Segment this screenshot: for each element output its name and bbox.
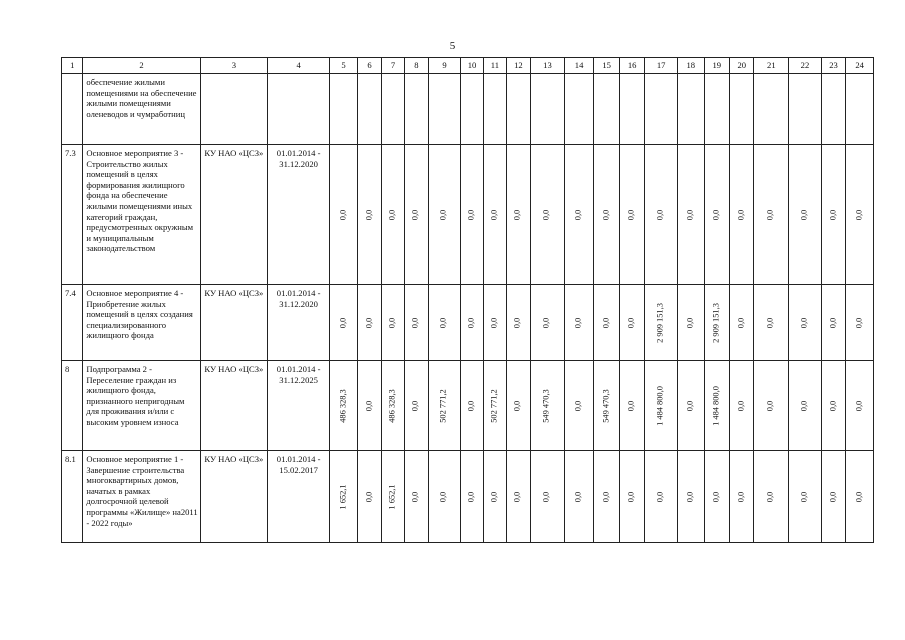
value-cell — [789, 451, 822, 543]
value-text: 0,0 — [513, 209, 523, 220]
value-text: 0,0 — [466, 400, 476, 411]
value-cell — [619, 285, 645, 361]
row-number: 7.3 — [62, 145, 83, 285]
value-cell — [678, 451, 705, 543]
value-cell — [357, 285, 381, 361]
value-cell — [564, 361, 594, 451]
value-text: 0,0 — [387, 209, 397, 220]
activity-name: Основное мероприятие 3 - Строительство жилых помещений в целях формирования жилищного фонда на обеспечение жилыми помещениями иных категорий граждан, предусмотренных окружным и муниципальным законодательством — [83, 145, 200, 285]
row-number — [62, 74, 83, 145]
column-header: 16 — [619, 58, 645, 74]
value-cell — [704, 285, 730, 361]
executor: КУ НАО «ЦСЗ» — [200, 145, 267, 285]
value-cell — [645, 285, 678, 361]
header-row — [62, 58, 874, 74]
value-cell — [484, 145, 506, 285]
value-text: 0,0 — [828, 491, 838, 502]
value-text: 1 652,1 — [387, 483, 397, 510]
value-cell — [704, 74, 730, 145]
value-cell — [506, 285, 530, 361]
period: 01.01.2014 - 31.12.2020 — [268, 145, 330, 285]
value-text: 0,0 — [513, 400, 523, 411]
value-text: 0,0 — [626, 317, 636, 328]
value-text: 0,0 — [854, 400, 864, 411]
activity-name: обеспечение жилыми помещениями на обеспечение жилыми помещениями оленеводов и чумработниц — [83, 74, 200, 145]
value-cell — [821, 361, 845, 451]
value-text: 0,0 — [799, 317, 809, 328]
value-cell — [506, 361, 530, 451]
value-cell — [821, 145, 845, 285]
value-text: 0,0 — [766, 317, 776, 328]
value-cell — [619, 145, 645, 285]
value-cell — [821, 74, 845, 145]
value-cell — [619, 74, 645, 145]
table-row — [62, 285, 874, 361]
value-cell — [645, 361, 678, 451]
value-text: 0,0 — [601, 209, 611, 220]
value-text: 0,0 — [573, 209, 583, 220]
value-cell — [789, 285, 822, 361]
value-text: 0,0 — [854, 491, 864, 502]
value-cell — [730, 74, 754, 145]
column-header: 22 — [789, 58, 822, 74]
value-cell — [460, 361, 483, 451]
value-cell — [754, 145, 789, 285]
table-row — [62, 74, 874, 145]
value-cell — [619, 451, 645, 543]
value-text: 0,0 — [573, 317, 583, 328]
value-cell — [594, 74, 620, 145]
value-text: 0,0 — [387, 317, 397, 328]
value-text: 0,0 — [364, 400, 374, 411]
value-cell — [330, 74, 358, 145]
value-text: 549 470,3 — [601, 388, 611, 423]
column-header: 5 — [330, 58, 358, 74]
value-cell — [382, 285, 404, 361]
value-text: 0,0 — [466, 491, 476, 502]
value-cell — [678, 285, 705, 361]
value-cell — [564, 145, 594, 285]
value-cell — [564, 285, 594, 361]
value-cell — [594, 285, 620, 361]
column-header: 21 — [754, 58, 789, 74]
value-text: 1 484 800,0 — [655, 385, 665, 426]
value-cell — [846, 145, 874, 285]
value-cell — [404, 361, 428, 451]
value-cell — [531, 451, 565, 543]
value-cell — [730, 361, 754, 451]
value-text: 0,0 — [439, 317, 449, 328]
value-text: 0,0 — [439, 209, 449, 220]
value-cell — [429, 285, 461, 361]
value-text: 0,0 — [542, 491, 552, 502]
value-cell — [730, 285, 754, 361]
value-cell — [594, 451, 620, 543]
value-cell — [821, 285, 845, 361]
column-header: 24 — [846, 58, 874, 74]
value-cell — [404, 145, 428, 285]
value-text: 0,0 — [766, 209, 776, 220]
value-text: 0,0 — [685, 400, 695, 411]
executor — [200, 74, 267, 145]
column-header: 2 — [83, 58, 200, 74]
value-text: 0,0 — [411, 400, 421, 411]
value-cell — [404, 74, 428, 145]
column-header: 15 — [594, 58, 620, 74]
value-cell — [678, 74, 705, 145]
value-cell — [382, 145, 404, 285]
value-cell — [846, 451, 874, 543]
value-text: 0,0 — [513, 317, 523, 328]
value-cell — [789, 145, 822, 285]
value-cell — [357, 145, 381, 285]
value-text: 502 771,2 — [439, 388, 449, 423]
column-header: 20 — [730, 58, 754, 74]
value-text: 0,0 — [828, 400, 838, 411]
value-cell — [704, 361, 730, 451]
value-text: 0,0 — [736, 317, 746, 328]
value-cell — [754, 361, 789, 451]
value-text: 0,0 — [711, 491, 721, 502]
value-cell — [429, 74, 461, 145]
executor: КУ НАО «ЦСЗ» — [200, 285, 267, 361]
column-header: 19 — [704, 58, 730, 74]
value-cell — [564, 74, 594, 145]
value-text: 0,0 — [854, 209, 864, 220]
value-text: 0,0 — [439, 491, 449, 502]
value-text: 0,0 — [685, 209, 695, 220]
value-text: 0,0 — [799, 400, 809, 411]
value-cell — [429, 145, 461, 285]
value-text: 549 470,3 — [542, 388, 552, 423]
value-text: 0,0 — [736, 491, 746, 502]
column-header: 6 — [357, 58, 381, 74]
value-cell — [330, 361, 358, 451]
value-cell — [789, 361, 822, 451]
row-number: 7.4 — [62, 285, 83, 361]
value-cell — [506, 74, 530, 145]
executor: КУ НАО «ЦСЗ» — [200, 361, 267, 451]
value-cell — [429, 451, 461, 543]
value-text: 0,0 — [364, 317, 374, 328]
value-text: 0,0 — [655, 491, 665, 502]
value-cell — [484, 285, 506, 361]
value-cell — [645, 145, 678, 285]
value-cell — [678, 361, 705, 451]
executor: КУ НАО «ЦСЗ» — [200, 451, 267, 543]
value-cell — [704, 145, 730, 285]
value-text: 0,0 — [736, 209, 746, 220]
value-text: 2 909 151,3 — [655, 302, 665, 343]
row-number: 8.1 — [62, 451, 83, 543]
period — [268, 74, 330, 145]
value-text: 0,0 — [766, 491, 776, 502]
value-cell — [754, 451, 789, 543]
value-text: 0,0 — [573, 400, 583, 411]
period: 01.01.2014 - 31.12.2020 — [268, 285, 330, 361]
value-text: 0,0 — [626, 209, 636, 220]
column-header: 4 — [268, 58, 330, 74]
page-number: 5 — [449, 40, 456, 52]
column-header: 3 — [200, 58, 267, 74]
value-text: 0,0 — [799, 209, 809, 220]
value-cell — [382, 451, 404, 543]
value-cell — [846, 74, 874, 145]
value-cell — [330, 285, 358, 361]
value-cell — [619, 361, 645, 451]
value-text: 0,0 — [685, 317, 695, 328]
column-header: 12 — [506, 58, 530, 74]
value-text: 0,0 — [573, 491, 583, 502]
value-text: 0,0 — [364, 491, 374, 502]
value-cell — [484, 451, 506, 543]
value-cell — [645, 451, 678, 543]
value-cell — [789, 74, 822, 145]
value-text: 0,0 — [626, 400, 636, 411]
value-cell — [357, 74, 381, 145]
table-row — [62, 145, 874, 285]
value-cell — [404, 451, 428, 543]
value-cell — [730, 451, 754, 543]
value-text: 0,0 — [799, 491, 809, 502]
value-text: 0,0 — [655, 209, 665, 220]
value-text: 0,0 — [411, 317, 421, 328]
value-cell — [460, 451, 483, 543]
value-cell — [531, 74, 565, 145]
value-cell — [484, 74, 506, 145]
period: 01.01.2014 - 31.12.2025 — [268, 361, 330, 451]
value-cell — [678, 145, 705, 285]
value-cell — [330, 145, 358, 285]
value-text: 0,0 — [601, 317, 611, 328]
value-cell — [704, 451, 730, 543]
value-text: 502 771,2 — [489, 388, 499, 423]
value-cell — [357, 361, 381, 451]
value-text: 0,0 — [411, 491, 421, 502]
column-header: 11 — [484, 58, 506, 74]
value-cell — [531, 361, 565, 451]
value-text: 0,0 — [828, 209, 838, 220]
value-cell — [645, 74, 678, 145]
value-text: 0,0 — [736, 400, 746, 411]
value-cell — [846, 361, 874, 451]
column-header: 17 — [645, 58, 678, 74]
value-cell — [484, 361, 506, 451]
value-text: 0,0 — [542, 317, 552, 328]
column-header: 7 — [382, 58, 404, 74]
value-cell — [754, 74, 789, 145]
value-cell — [564, 451, 594, 543]
value-cell — [846, 285, 874, 361]
value-text: 0,0 — [542, 209, 552, 220]
value-cell — [357, 451, 381, 543]
value-text: 0,0 — [711, 209, 721, 220]
value-cell — [754, 285, 789, 361]
value-text: 486 328,3 — [387, 388, 397, 423]
value-cell — [429, 361, 461, 451]
value-cell — [506, 451, 530, 543]
value-text: 0,0 — [466, 209, 476, 220]
value-cell — [594, 145, 620, 285]
column-header: 13 — [531, 58, 565, 74]
value-cell — [404, 285, 428, 361]
value-text: 0,0 — [489, 209, 499, 220]
value-text: 0,0 — [685, 491, 695, 502]
value-text: 0,0 — [766, 400, 776, 411]
value-text: 0,0 — [489, 317, 499, 328]
activity-name: Основное мероприятие 1 - Завершение строительства многоквартирных домов, начатых в рамках долгосрочной целевой программы «Жилище» на2011 - 2022 годы» — [83, 451, 200, 543]
column-header: 9 — [429, 58, 461, 74]
value-cell — [382, 361, 404, 451]
value-cell — [531, 145, 565, 285]
value-cell — [330, 451, 358, 543]
period: 01.01.2014 - 15.02.2017 — [268, 451, 330, 543]
value-text: 0,0 — [338, 209, 348, 220]
value-cell — [506, 145, 530, 285]
value-text: 2 909 151,3 — [711, 302, 721, 343]
column-header: 18 — [678, 58, 705, 74]
column-header: 23 — [821, 58, 845, 74]
activity-name: Основное мероприятие 4 - Приобретение жилых помещений в целях создания специализированного жилищного фонда — [83, 285, 200, 361]
row-number: 8 — [62, 361, 83, 451]
value-text: 1 652,1 — [338, 483, 348, 510]
column-header: 1 — [62, 58, 83, 74]
value-text: 0,0 — [626, 491, 636, 502]
value-cell — [531, 285, 565, 361]
value-cell — [460, 285, 483, 361]
column-header: 14 — [564, 58, 594, 74]
value-text: 0,0 — [601, 491, 611, 502]
table-row — [62, 451, 874, 543]
value-text: 1 484 800,0 — [711, 385, 721, 426]
value-text: 0,0 — [828, 317, 838, 328]
value-text: 0,0 — [338, 317, 348, 328]
value-text: 0,0 — [411, 209, 421, 220]
value-cell — [460, 74, 483, 145]
value-text: 0,0 — [364, 209, 374, 220]
column-header: 10 — [460, 58, 483, 74]
column-header: 8 — [404, 58, 428, 74]
program-table — [61, 57, 874, 543]
activity-name: Подпрограмма 2 - Переселение граждан из жилищного фонда, признанного непригодным для проживания и/или с высоким уровнем износа — [83, 361, 200, 451]
value-text: 0,0 — [466, 317, 476, 328]
value-text: 0,0 — [513, 491, 523, 502]
value-cell — [730, 145, 754, 285]
value-text: 486 328,3 — [338, 388, 348, 423]
value-text: 0,0 — [854, 317, 864, 328]
value-cell — [821, 451, 845, 543]
value-cell — [382, 74, 404, 145]
value-text: 0,0 — [489, 491, 499, 502]
table-row — [62, 361, 874, 451]
value-cell — [594, 361, 620, 451]
value-cell — [460, 145, 483, 285]
